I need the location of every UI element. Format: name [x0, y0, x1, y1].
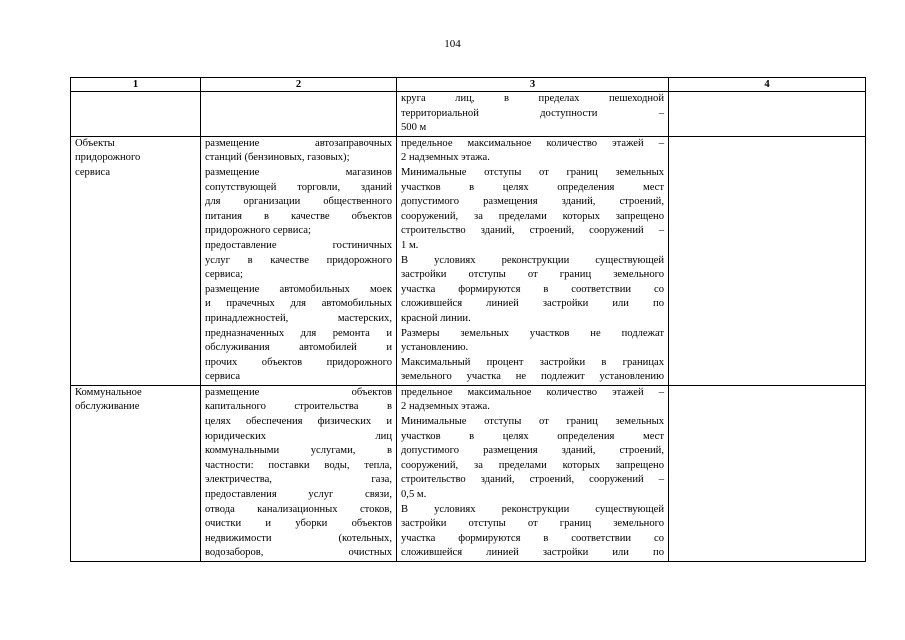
- cell-text-line: участка формируются в соответствии со: [401, 283, 664, 295]
- cell-text-line: размещение магазинов: [205, 166, 392, 178]
- cell-text-line: Максимальный процент застройки в границах: [401, 356, 664, 368]
- cell-text-line: сооружений, за пределами которых запрещено: [401, 459, 664, 471]
- cell-text-line: электричества, газа,: [205, 474, 392, 486]
- zoning-table: [70, 77, 866, 562]
- cell-text-line: сопутствующей торговли, зданий: [205, 181, 392, 193]
- column-header-2: 2: [201, 78, 397, 92]
- cell-text-line: участков в целях определения мест: [401, 430, 664, 442]
- table-cell-col-2: [201, 385, 397, 561]
- cell-text-line: отвода канализационных стоков,: [205, 503, 392, 515]
- table-cell-col-1: [71, 92, 201, 137]
- cell-text-line: недвижимости (котельных,: [205, 532, 392, 544]
- cell-text-line: придорожного сервиса;: [205, 225, 311, 237]
- cell-text-line: очистки и уборки объектов: [205, 518, 392, 530]
- cell-text-line: размещение автомобильных моек: [205, 283, 392, 295]
- cell-text-line: сервиса: [205, 371, 241, 383]
- cell-text-line: обслуживание: [75, 401, 140, 413]
- table-row: [71, 92, 866, 137]
- table-cell-col-3: [397, 92, 669, 137]
- cell-text-line: Размеры земельных участков не подлежат: [401, 327, 664, 339]
- table-cell-col-1: [71, 385, 201, 561]
- cell-text-line: Объекты: [75, 137, 115, 149]
- table-cell-col-2: [201, 92, 397, 137]
- cell-text-line: 500 м: [401, 122, 427, 134]
- column-header-4: 4: [669, 78, 866, 92]
- cell-text-line: 2 надземных этажа.: [401, 401, 490, 413]
- table-header-row: [71, 78, 866, 92]
- cell-text-line: Коммунальное: [75, 386, 142, 398]
- cell-text-line: предоставление гостиничных: [205, 239, 392, 251]
- cell-text-line: размещение объектов: [205, 386, 392, 398]
- cell-text-line: круга лиц, в пределах пешеходной: [401, 93, 664, 104]
- cell-text-line: застройки отступы от границ земельного: [401, 518, 664, 530]
- cell-text-line: участка формируются в соответствии со: [401, 532, 664, 544]
- cell-text-line: Минимальные отступы от границ земельных: [401, 416, 664, 428]
- cell-text-line: принадлежностей, мастерских,: [205, 312, 392, 324]
- cell-text-line: сооружений, за пределами которых запрещено: [401, 210, 664, 222]
- table-body: [71, 92, 866, 562]
- cell-text-line: сложившейся линией застройки или по: [401, 298, 664, 310]
- cell-text-line: коммунальными услугами, в: [205, 445, 392, 457]
- cell-text-line: допустимого размещения зданий, строений,: [401, 445, 664, 457]
- column-header-1: 1: [71, 78, 201, 92]
- cell-text-line: допустимого размещения зданий, строений,: [401, 196, 664, 208]
- table-cell-col-4: [669, 136, 866, 385]
- cell-text-line: питания в качестве объектов: [205, 210, 392, 222]
- cell-text-line: предназначенных для ремонта и: [205, 327, 392, 339]
- table-cell-col-1: [71, 136, 201, 385]
- cell-text-line: предоставления услуг связи,: [205, 489, 392, 501]
- cell-text-line: капитального строительства в: [205, 401, 392, 413]
- cell-text-line: обслуживания автомобилей и: [205, 342, 392, 354]
- cell-text-line: земельного участка не подлежит установлению: [401, 371, 664, 383]
- column-header-3: 3: [397, 78, 669, 92]
- cell-text-line: установлению.: [401, 342, 469, 354]
- table-cell-col-2: [201, 136, 397, 385]
- cell-text-line: станций (бензиновых, газовых);: [205, 152, 350, 164]
- cell-text-line: строительство зданий, строений, сооружений –: [401, 225, 664, 237]
- cell-text-line: территориальной доступности –: [401, 107, 664, 119]
- cell-text-line: и прачечных для автомобильных: [205, 298, 392, 310]
- page-number: 104: [444, 38, 461, 50]
- cell-text-line: В условиях реконструкции существующей: [401, 254, 664, 266]
- cell-text-line: предельное максимальное количество этажей –: [401, 386, 664, 398]
- table-cell-col-3: [397, 385, 669, 561]
- cell-text-line: В условиях реконструкции существующей: [401, 503, 664, 515]
- cell-text-line: сервиса;: [205, 269, 243, 281]
- cell-text-line: участков в целях определения мест: [401, 181, 664, 193]
- cell-text-line: строительство зданий, строений, сооружений –: [401, 474, 664, 486]
- cell-text-line: целях обеспечения физических и: [205, 416, 392, 428]
- table-cell-col-4: [669, 92, 866, 137]
- cell-text-line: для организации общественного: [205, 196, 392, 208]
- table-row: [71, 385, 866, 561]
- cell-text-line: 2 надземных этажа.: [401, 152, 490, 164]
- cell-text-line: прочих объектов придорожного: [205, 356, 392, 368]
- cell-text-line: водозаборов, очистных: [205, 547, 392, 559]
- cell-text-line: красной линии.: [401, 312, 471, 324]
- cell-text-line: предельное максимальное количество этажей –: [401, 137, 664, 149]
- cell-text-line: 1 м.: [401, 239, 419, 251]
- cell-text-line: юридических лиц: [205, 430, 392, 442]
- cell-text-line: 0,5 м.: [401, 489, 427, 501]
- cell-text-line: сложившейся линией застройки или по: [401, 547, 664, 559]
- table-cell-col-4: [669, 385, 866, 561]
- cell-text-line: частности: поставки воды, тепла,: [205, 459, 392, 471]
- cell-text-line: сервиса: [75, 166, 111, 178]
- cell-text-line: Минимальные отступы от границ земельных: [401, 166, 664, 178]
- cell-text-line: размещение автозаправочных: [205, 137, 392, 149]
- cell-text-line: застройки отступы от границ земельного: [401, 269, 664, 281]
- table-row: [71, 136, 866, 385]
- table-cell-col-3: [397, 136, 669, 385]
- cell-text-line: придорожного: [75, 152, 141, 164]
- cell-text-line: услуг в качестве придорожного: [205, 254, 392, 266]
